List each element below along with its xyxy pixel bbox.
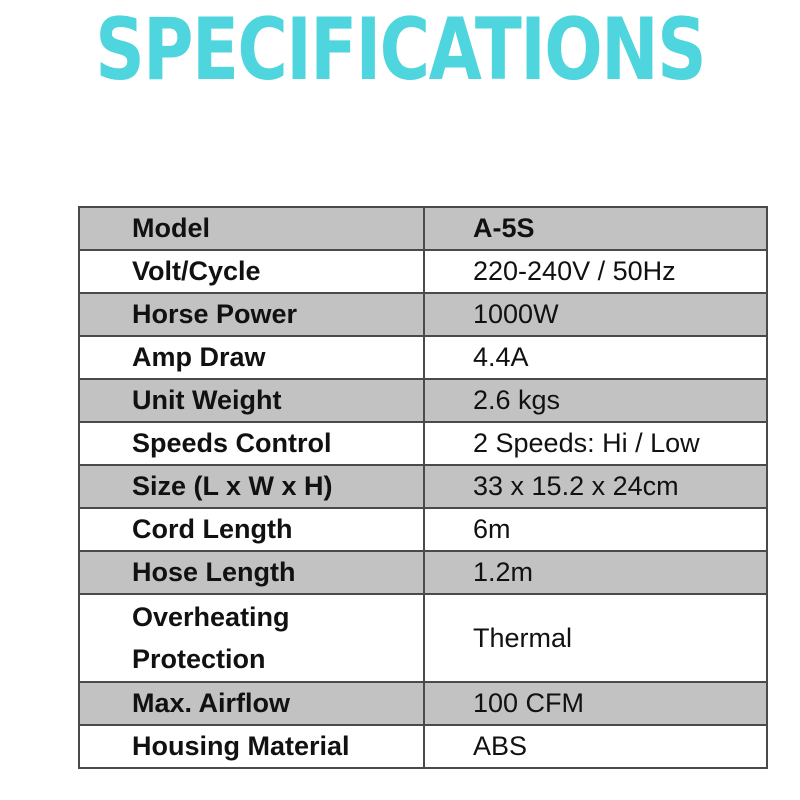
spec-value: 33 x 15.2 x 24cm: [424, 465, 767, 508]
spec-row-amp-draw: [79, 336, 767, 379]
spec-value: 2.6 kgs: [424, 379, 767, 422]
spec-value: 2 Speeds: Hi / Low: [424, 422, 767, 465]
spec-row-model: [79, 207, 767, 250]
spec-value: 6m: [424, 508, 767, 551]
spec-label: Cord Length: [79, 508, 424, 551]
spec-label: Horse Power: [79, 293, 424, 336]
spec-label: Volt/Cycle: [79, 250, 424, 293]
spec-value: 100 CFM: [424, 682, 767, 725]
page-title: [0, 0, 800, 110]
spec-label: Housing Material: [79, 725, 424, 768]
spec-label: Speeds Control: [79, 422, 424, 465]
spec-value: A-5S: [424, 207, 767, 250]
spec-row-size: [79, 465, 767, 508]
spec-row-overheating-protection: [79, 594, 767, 682]
spec-label: Unit Weight: [79, 379, 424, 422]
title-text: SPECIFICATIONS: [95, 0, 705, 100]
spec-row-housing-material: [79, 725, 767, 768]
spec-row-speeds-control: [79, 422, 767, 465]
spec-row-max-airflow: [79, 682, 767, 725]
spec-row-cord-length: [79, 508, 767, 551]
spec-value: 4.4A: [424, 336, 767, 379]
specifications-table: [78, 206, 768, 769]
spec-label: Model: [79, 207, 424, 250]
spec-row-hose-length: [79, 551, 767, 594]
spec-label: Size (L x W x H): [79, 465, 424, 508]
spec-row-volt-cycle: [79, 250, 767, 293]
spec-value: 1.2m: [424, 551, 767, 594]
spec-label: Amp Draw: [79, 336, 424, 379]
spec-label: Max. Airflow: [79, 682, 424, 725]
spec-row-horse-power: [79, 293, 767, 336]
spec-label: Overheating Protection: [79, 594, 424, 682]
spec-value: 1000W: [424, 293, 767, 336]
spec-label: Hose Length: [79, 551, 424, 594]
spec-value: Thermal: [424, 594, 767, 682]
spec-value: 220-240V / 50Hz: [424, 250, 767, 293]
spec-row-unit-weight: [79, 379, 767, 422]
spec-value: ABS: [424, 725, 767, 768]
